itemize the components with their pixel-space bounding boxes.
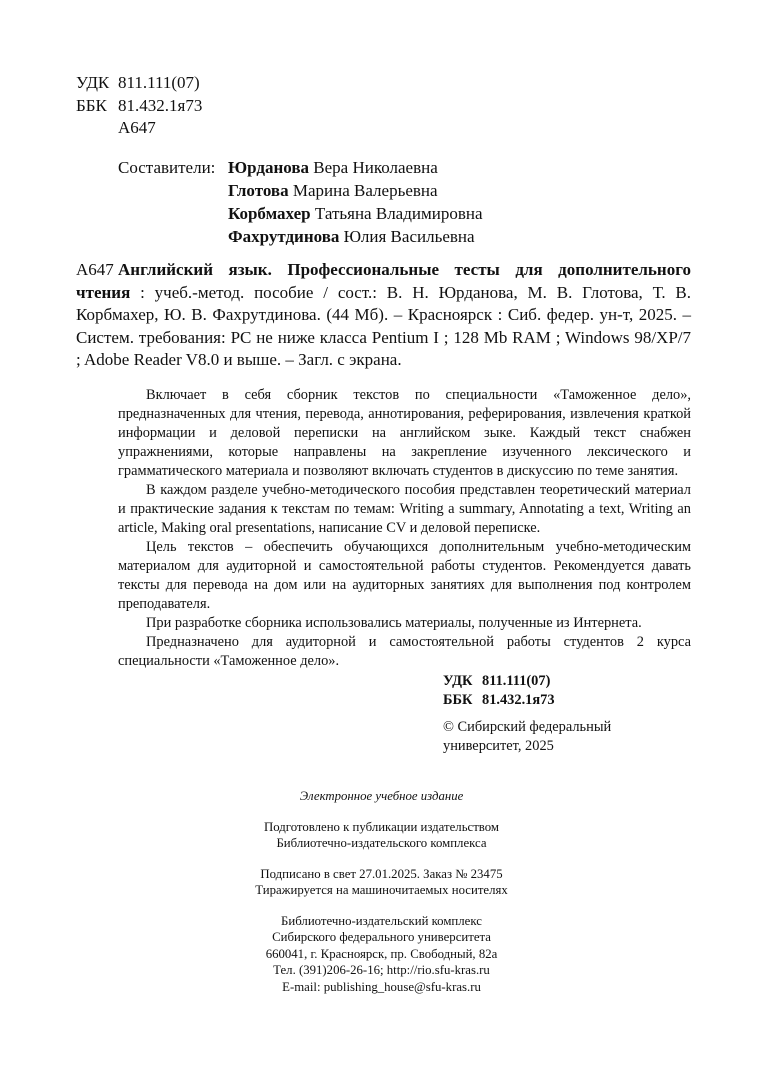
compiler-row xyxy=(118,225,483,248)
book-title: Английский язык. Профессиональные тесты для дополнительного чтения xyxy=(76,260,691,302)
publisher-email: E-mail: publishing_house@sfu-kras.ru xyxy=(282,979,481,994)
compiler-given-name: Татьяна Владимировна xyxy=(314,204,483,223)
compiler-surname: Корбмахер xyxy=(228,204,311,223)
compiler-row xyxy=(118,156,483,179)
compiler-surname: Фахрутдинова xyxy=(228,227,340,246)
udk-row xyxy=(443,672,555,691)
compiler-surname: Юрданова xyxy=(228,158,310,177)
compiler-given-name: Юлия Васильевна xyxy=(343,227,475,246)
udk-label: УДК xyxy=(76,73,110,92)
imprint xyxy=(0,788,763,995)
prepared-line: Подготовлено к публикации издательством xyxy=(263,819,500,834)
compilers-block xyxy=(118,156,483,248)
annotation-paragraph: При разработке сборника использовались материалы, полученные из Интернета. xyxy=(146,615,642,631)
bbk-value: 81.432.1я73 xyxy=(118,95,203,115)
compiler-given-name: Марина Валерьевна xyxy=(292,181,438,200)
copyright-notice xyxy=(443,718,611,756)
bbk-label: ББК xyxy=(443,692,473,708)
bbk-label: ББК xyxy=(76,95,107,115)
udk-label: УДК xyxy=(443,673,473,689)
bbk-value: 81.432.1я73 xyxy=(482,692,555,708)
copyright-line: © Сибирский федеральный xyxy=(443,719,612,735)
annotation-paragraph: В каждом разделе учебно-методического пособия представлен теоретический материал и практические задания к текстам по темам: Writing a summary, Annotating a text, Writing an article, Making oral presentations, написание CV и деловой переписке. xyxy=(118,482,691,536)
prepared-line: Библиотечно-издательского комплекса xyxy=(276,836,487,850)
compiler-given-name: Вера Николаевна xyxy=(313,158,438,177)
compilers-label: Составители: xyxy=(118,158,216,177)
bbk-row xyxy=(443,691,555,710)
copyright-line: университет, 2025 xyxy=(443,738,554,754)
classification-codes xyxy=(76,72,202,140)
replicated-line: Тиражируется на машиночитаемых носителях xyxy=(255,883,508,897)
annotation xyxy=(118,386,691,671)
signed-line: Подписано в свет 27.01.2025. Заказ № 23475 xyxy=(260,866,503,881)
bibliographic-code: А647 xyxy=(76,260,114,279)
bibliographic-record xyxy=(76,259,691,372)
compiler-row xyxy=(118,179,483,202)
bibliographic-details: : учеб.-метод. пособие / сост.: В. Н. Юрданова, М. В. Глотова, Т. В. Корбмахер, Ю. В. Фахрутдинова. (44 Мб). – Красноярск : Сиб. федер. ун-т, 2025. – Систем. требования: PC не ниже класса Pentium I ; 128 Mb RAM ; Windows 98/XP/7 ; Adobe Reader V8.0 и выше. – Загл. с экрана. xyxy=(76,282,691,369)
compiler-surname: Глотова xyxy=(228,181,289,200)
publisher-address: 660041, г. Красноярск, пр. Свободный, 82а xyxy=(265,946,498,961)
annotation-paragraph: Цель текстов – обеспечить обучающихся дополнительным учебно-методическим материалом для аудиторной и самостоятельной работы студентов. Рекомендуется давать тексты для перевода на дом или на аудиторных занятиях для выполнения под контролем преподавателя. xyxy=(118,539,691,612)
bbk-row xyxy=(76,95,202,118)
annotation-paragraph: Предназначено для аудиторной и самостоятельной работы студентов 2 курса специальности «Таможенное дело». xyxy=(118,634,691,669)
udk-value: 811.111(07) xyxy=(118,73,200,92)
classification-codes-bottom xyxy=(443,672,555,710)
udk-value: 811.111(07) xyxy=(482,673,551,689)
author-mark: А647 xyxy=(118,118,156,137)
publisher-line: Библиотечно-издательский комплекс xyxy=(281,913,482,928)
publisher-line: Сибирского федерального университета xyxy=(272,930,491,944)
udk-row xyxy=(76,72,202,95)
publisher-contacts: Тел. (391)206-26-16; http://rio.sfu-kras.ru xyxy=(273,963,490,977)
annotation-paragraph: Включает в себя сборник текстов по специальности «Таможенное дело», предназначенных для чтения, перевода, аннотирования, реферирования, извлечения краткой информации и деловой переписки на английском зыке. Каждый текст снабжен упражнениями, которые направлены на закрепление изученного лексического и грамматического материала и позволяют включать студентов в дискуссию по теме занятия. xyxy=(118,387,691,479)
edition-type: Электронное учебное издание xyxy=(299,789,464,803)
compiler-row xyxy=(118,202,483,225)
